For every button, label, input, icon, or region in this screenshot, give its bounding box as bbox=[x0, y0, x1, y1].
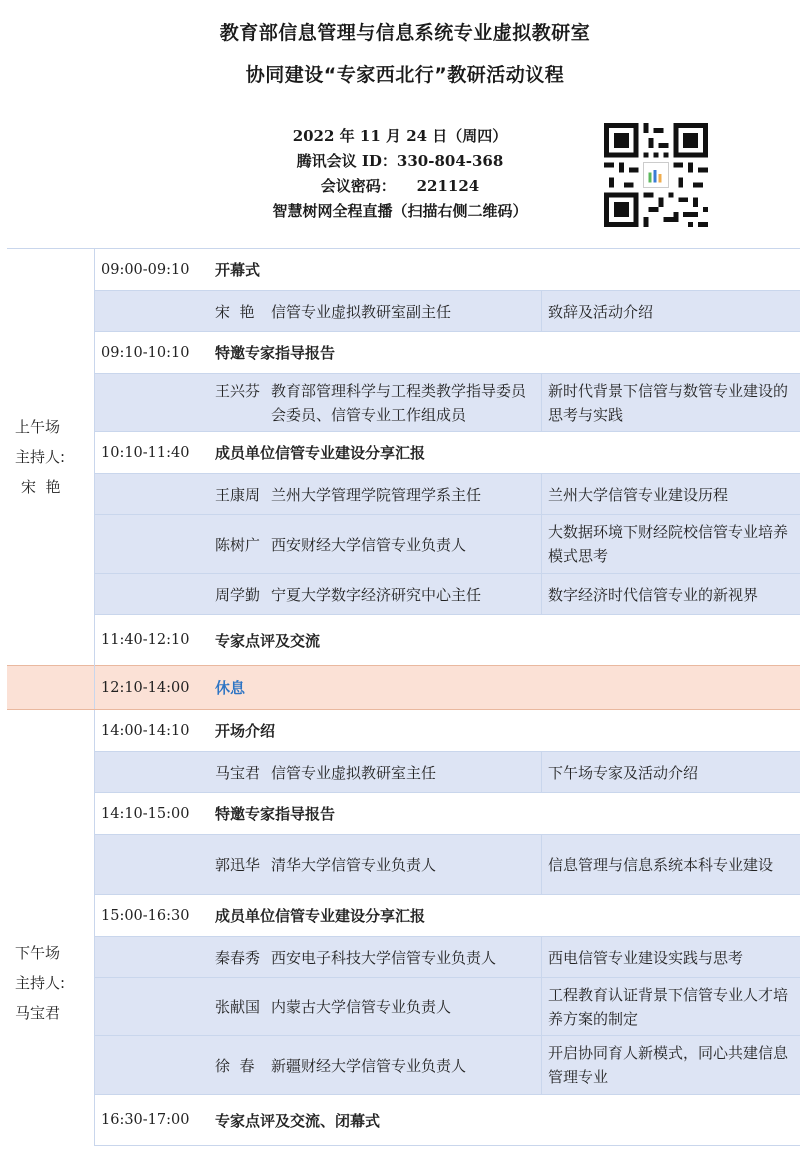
time-cell-empty bbox=[95, 291, 210, 332]
speaker-row bbox=[7, 1036, 800, 1095]
time-cell: 10:10-11:40 bbox=[95, 432, 210, 474]
time-cell-empty bbox=[95, 515, 210, 574]
page-title: 教育部信息管理与信息系统专业虚拟教研室 bbox=[219, 22, 591, 44]
speaker-row bbox=[7, 291, 800, 332]
talk-topic: 数字经济时代信管专业的新视界 bbox=[542, 574, 801, 615]
meeting-password: 会议密码： 221124 bbox=[320, 177, 480, 195]
break-host-cell bbox=[7, 666, 95, 710]
time-cell-empty bbox=[95, 374, 210, 432]
speaker-row bbox=[7, 835, 800, 895]
talk-topic: 下午场专家及活动介绍 bbox=[542, 752, 801, 793]
time-cell-empty bbox=[95, 474, 210, 515]
time-cell: 14:10-15:00 bbox=[95, 793, 210, 835]
speaker-name: 张献国 bbox=[215, 998, 261, 1016]
speaker-cell bbox=[209, 474, 542, 515]
morning-host-label: 主持人: bbox=[15, 448, 66, 466]
speaker-row bbox=[7, 515, 800, 574]
speaker-cell bbox=[209, 752, 542, 793]
agenda-section-row bbox=[7, 432, 800, 474]
time-cell-empty bbox=[95, 835, 210, 895]
speaker-org: 清华大学信管专业负责人 bbox=[271, 856, 437, 874]
talk-topic: 信息管理与信息系统本科专业建设 bbox=[542, 835, 801, 895]
speaker-cell bbox=[209, 374, 542, 432]
speaker-org: 宁夏大学数字经济研究中心主任 bbox=[271, 585, 482, 604]
break-row bbox=[7, 666, 800, 710]
time-cell-empty bbox=[95, 978, 210, 1036]
section-title: 成员单位信管专业建设分享汇报 bbox=[209, 895, 800, 937]
talk-topic: 开启协同育人新模式，同心共建信息管理专业 bbox=[542, 1036, 801, 1095]
section-title: 专家点评及交流、闭幕式 bbox=[209, 1095, 800, 1146]
time-cell: 11:40-12:10 bbox=[95, 615, 210, 666]
speaker-cell bbox=[209, 515, 542, 574]
meeting-date: 2022 年 11 月 24 日（周四） bbox=[292, 127, 508, 145]
qr-code-icon[interactable] bbox=[604, 123, 708, 227]
speaker-org: 兰州大学管理学院管理学系主任 bbox=[271, 485, 482, 504]
time-cell: 16:30-17:00 bbox=[95, 1095, 210, 1146]
morning-host-cell bbox=[7, 249, 95, 666]
speaker-cell bbox=[209, 937, 542, 978]
agenda-section-row bbox=[7, 615, 800, 666]
agenda-section-row bbox=[7, 793, 800, 835]
speaker-name: 徐 春 bbox=[215, 1056, 255, 1075]
speaker-row bbox=[7, 937, 800, 978]
time-cell: 14:00-14:10 bbox=[95, 710, 210, 752]
speaker-org: 信管专业虚拟教研室主任 bbox=[271, 763, 437, 782]
speaker-cell bbox=[209, 574, 542, 615]
agenda-section-row bbox=[7, 895, 800, 937]
speaker-org: 西安电子科技大学信管专业负责人 bbox=[271, 948, 497, 967]
afternoon-host-name: 马宝君 bbox=[15, 1003, 61, 1022]
page-subtitle: 协同建设“专家西北行”教研活动议程 bbox=[245, 64, 565, 86]
time-cell-empty bbox=[95, 574, 210, 615]
afternoon-session-label: 下午场 bbox=[15, 943, 61, 962]
afternoon-host-cell bbox=[7, 710, 95, 1146]
talk-topic: 西电信管专业建设实践与思考 bbox=[542, 937, 801, 978]
time-cell-empty bbox=[95, 752, 210, 793]
speaker-name: 马宝君 bbox=[215, 763, 261, 782]
talk-topic: 致辞及活动介绍 bbox=[542, 291, 801, 332]
time-cell: 09:10-10:10 bbox=[95, 332, 210, 374]
speaker-org: 信管专业虚拟教研室副主任 bbox=[271, 302, 452, 321]
meeting-id: 腾讯会议 ID：330-804-368 bbox=[296, 152, 504, 170]
time-cell-empty bbox=[95, 1036, 210, 1095]
speaker-row bbox=[7, 474, 800, 515]
speaker-name: 周学勤 bbox=[215, 585, 261, 604]
break-label bbox=[209, 666, 800, 710]
talk-topic: 大数据环境下财经院校信管专业培养模式思考 bbox=[542, 515, 801, 574]
speaker-row bbox=[7, 374, 800, 432]
agenda-section-row bbox=[7, 249, 800, 291]
stream-note: 智慧树网全程直播（扫描右侧二维码） bbox=[272, 202, 528, 220]
speaker-cell bbox=[209, 1036, 542, 1095]
agenda-section-row bbox=[7, 332, 800, 374]
section-title: 成员单位信管专业建设分享汇报 bbox=[209, 432, 800, 474]
speaker-org: 内蒙古大学信管专业负责人 bbox=[271, 998, 452, 1016]
meeting-info bbox=[200, 124, 600, 224]
afternoon-host-label: 主持人: bbox=[15, 973, 66, 992]
speaker-name: 郭迅华 bbox=[215, 856, 261, 874]
section-title: 特邀专家指导报告 bbox=[209, 332, 800, 374]
time-cell: 15:00-16:30 bbox=[95, 895, 210, 937]
agenda-table bbox=[7, 248, 800, 1146]
speaker-name: 秦春秀 bbox=[215, 948, 261, 967]
section-title: 开场介绍 bbox=[209, 710, 800, 752]
speaker-name: 宋 艳 bbox=[215, 302, 255, 321]
speaker-org: 西安财经大学信管专业负责人 bbox=[271, 535, 467, 554]
morning-session-label: 上午场 bbox=[15, 418, 61, 436]
talk-topic: 工程教育认证背景下信管专业人才培养方案的制定 bbox=[542, 978, 801, 1036]
break-label-text: 休息 bbox=[215, 679, 246, 697]
speaker-name: 王兴芬 bbox=[215, 381, 261, 400]
section-title: 特邀专家指导报告 bbox=[209, 793, 800, 835]
speaker-org: 新疆财经大学信管专业负责人 bbox=[271, 1056, 467, 1075]
speaker-row bbox=[7, 752, 800, 793]
speaker-row bbox=[7, 574, 800, 615]
break-time: 12:10-14:00 bbox=[95, 666, 210, 710]
talk-topic: 兰州大学信管专业建设历程 bbox=[542, 474, 801, 515]
speaker-cell bbox=[209, 978, 542, 1036]
time-cell-empty bbox=[95, 937, 210, 978]
speaker-cell bbox=[209, 291, 542, 332]
speaker-name: 陈树广 bbox=[215, 535, 261, 554]
agenda-section-row bbox=[7, 710, 800, 752]
time-cell: 09:00-09:10 bbox=[95, 249, 210, 291]
talk-topic: 新时代背景下信管与数管专业建设的思考与实践 bbox=[542, 374, 801, 432]
section-title: 专家点评及交流 bbox=[209, 615, 800, 666]
speaker-org: 教育部管理科学与工程类教学指导委员会委员、信管专业工作组成员 bbox=[271, 381, 527, 424]
section-title: 开幕式 bbox=[209, 249, 800, 291]
speaker-name: 王康周 bbox=[215, 485, 261, 504]
morning-host-name: 宋 艳 bbox=[21, 478, 61, 496]
agenda-section-row bbox=[7, 1095, 800, 1146]
speaker-row bbox=[7, 978, 800, 1036]
speaker-cell bbox=[209, 835, 542, 895]
